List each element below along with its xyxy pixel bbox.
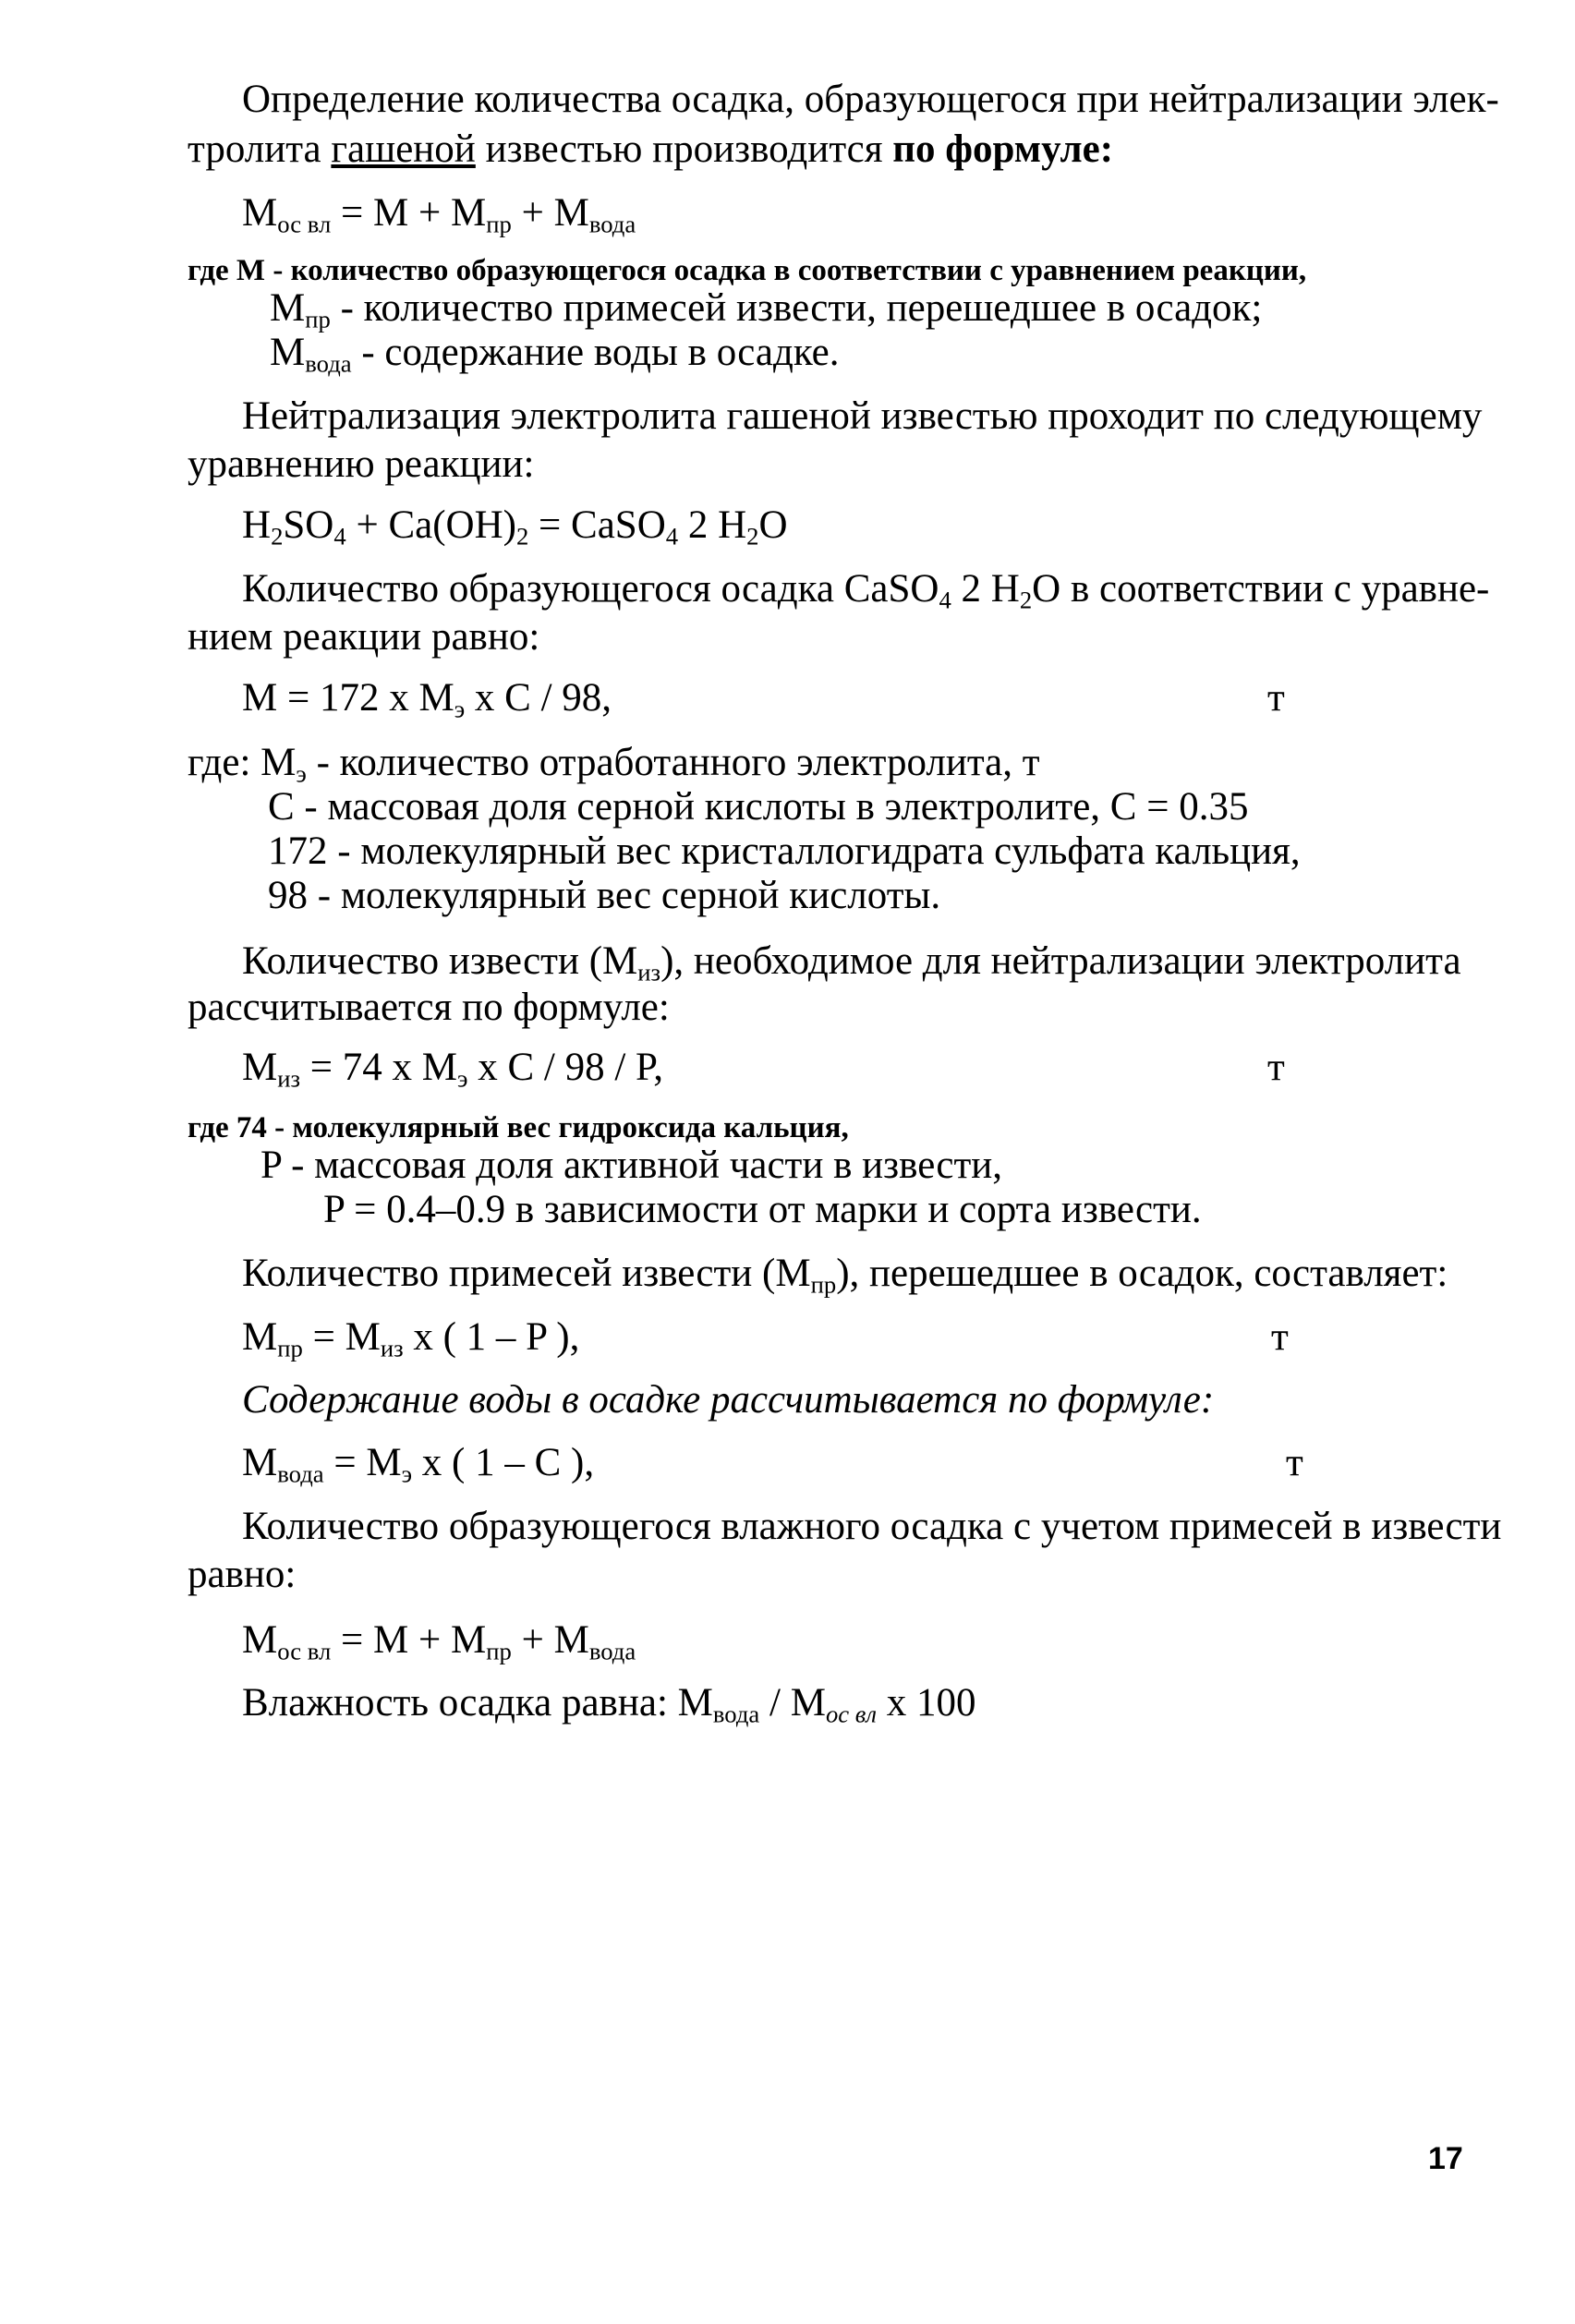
paragraph-7-line-2: равно: (188, 1553, 297, 1596)
legend-1-line-2: $M_{пр}$ - количество примесей извести, перешедшее в осадок; (270, 286, 1263, 333)
paragraph-8-moisture: Влажность осадка равна: $M_{вода} / M_{ос вл}$ x 100 (242, 1681, 976, 1728)
page-number: 17 (1428, 2141, 1463, 2176)
unit-tonnes: т (1286, 1441, 1303, 1484)
legend-2-line-3: 172 - молекулярный вес кристаллогидрата сульфата кальция, (268, 829, 1301, 873)
unit-tonnes: т (1271, 1315, 1289, 1359)
paragraph-3-line-1: Количество образующегося осадка CaSO$_4$ 2 $H_2O$ в соответствии с уравне- (242, 567, 1490, 614)
formula-lime-amount: $M_{из} = 74$ x $M_э$ x C / 98 / P, (242, 1046, 663, 1093)
paragraph-7-line-1: Количество образующегося влажного осадка с учетом примесей в извести (242, 1505, 1502, 1548)
paragraph-2-line-2: уравнению реакции: (188, 442, 535, 486)
paragraph-3-line-2: нием реакции равно: (188, 615, 540, 659)
legend-2-line-2: C - массовая доля серной кислоты в электролите, C = 0.35 (268, 785, 1249, 829)
paragraph-1-line-1: Определение количества осадка, образующегося при нейтрализации элек- (242, 78, 1499, 121)
legend-1-line-1: где M - количество образующегося осадка в соответствии с уравнением реакции, (188, 254, 1307, 287)
legend-1-line-3: $M_{вода}$ - содержание воды в осадке. (270, 331, 840, 378)
unit-tonnes: т (1267, 676, 1285, 720)
formula-wet-sediment-final: $M_{ос вл} = M + M_{пр} + M_{вода}$ (242, 1618, 636, 1665)
formula-impurities: $M_{пр} = M_{из}$ x ( 1 – P ), (242, 1315, 580, 1362)
text-fragment: тролита (188, 127, 332, 171)
paragraph-4-line-1: Количество извести $(M_{из})$, необходимое для нейтрализации электролита (242, 939, 1461, 986)
legend-3-line-1: где 74 - молекулярный вес гидроксида кальция, (188, 1111, 849, 1144)
formula-wet-sediment: $M_{ос вл} = M + M_{пр} + M_{вода}$ (242, 191, 636, 238)
legend-2-line-1: где: $M_э$ - количество отработанного электролита, т (188, 741, 1040, 788)
unit-tonnes: т (1267, 1046, 1285, 1089)
paragraph-1-line-2 (188, 126, 1113, 174)
paragraph-6: Содержание воды в осадке рассчитывается по формуле: (242, 1378, 1215, 1422)
legend-3-line-3: P = 0.4–0.9 в зависимости от марки и сорта извести. (323, 1188, 1202, 1231)
reaction-equation: $H_2SO_4 + Ca(OH)_2$ = CaSO$_4$ 2 $H_2O$ (242, 503, 788, 551)
paragraph-5: Количество примесей извести $(M_{пр})$, перешедшее в осадок, составляет: (242, 1252, 1448, 1299)
legend-3-line-2: P - массовая доля активной части в извести, (260, 1144, 1002, 1187)
paragraph-4-line-2: рассчитывается по формуле: (188, 986, 670, 1029)
underlined-word: гашеной (331, 127, 476, 171)
bold-phrase: по формуле: (892, 127, 1114, 171)
legend-2-line-4: 98 - молекулярный вес серной кислоты. (268, 874, 941, 917)
paragraph-2-line-1: Нейтрализация электролита гашеной известью проходит по следующему (242, 394, 1483, 438)
text-fragment: известью производится (475, 127, 893, 171)
formula-water-content: $M_{вода} = M_э$ x ( 1 – C ), (242, 1441, 595, 1488)
formula-sediment-mass: M = 172 x $M_э$ x C / 98, (242, 676, 612, 723)
